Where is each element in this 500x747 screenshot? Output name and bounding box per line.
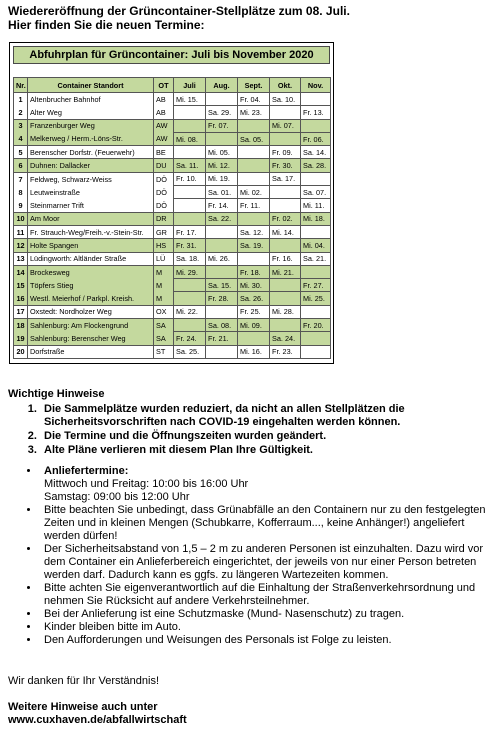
date-november: Mi. 11. (301, 199, 331, 212)
numbered-list (8, 403, 494, 457)
date-october (270, 186, 301, 199)
date-september (238, 119, 270, 132)
date-july: Fr. 10. (174, 172, 206, 185)
date-september: Mi. 30. (238, 279, 270, 292)
date-november (301, 265, 331, 278)
row-number: 19 (14, 332, 28, 345)
location-name: Am Moor (28, 212, 154, 225)
column-header: Nov. (301, 78, 331, 93)
location-name: Steinmarner Trift (28, 199, 154, 212)
date-august (206, 225, 238, 238)
location-name: Sahlenburg: Berenscher Weg (28, 332, 154, 345)
date-august: Fr. 14. (206, 199, 238, 212)
column-header: Container Standort (28, 78, 154, 93)
anlieferung-label: • Anliefertermine: (44, 465, 129, 477)
table-row (14, 252, 331, 265)
district-code: LÜ (154, 252, 174, 265)
list-item: • Den Aufforderungen und Weisungen des Personals ist Folge zu leisten. (40, 634, 494, 647)
row-number: 8 (14, 186, 28, 199)
date-november: Fr. 06. (301, 132, 331, 145)
table-row (14, 319, 331, 332)
date-august: Sa. 29. (206, 106, 238, 119)
date-october (270, 106, 301, 119)
date-september: Sa. 26. (238, 292, 270, 305)
table-row (14, 146, 331, 159)
location-name: Westl. Meierhof / Parkpl. Kreish. (28, 292, 154, 305)
intro-line-1: Wiedereröffnung der Grüncontainer-Stellplätze zum 08. Juli. (8, 4, 350, 18)
date-september: Mi. 09. (238, 319, 270, 332)
date-october (270, 279, 301, 292)
list-item: • Bei der Anlieferung ist eine Schutzmaske (Mund- Nasenschutz) zu tragen. (40, 608, 494, 621)
list-item: • Kinder bleiben bitte im Auto. (40, 621, 494, 634)
date-november: Fr. 20. (301, 319, 331, 332)
date-september: Mi. 02. (238, 186, 270, 199)
location-name: Alter Weg (28, 106, 154, 119)
list-item: 2. Die Termine und die Öffnungszeiten wurden geändert. (40, 430, 494, 443)
table-row (14, 93, 331, 106)
date-august: Mi. 05. (206, 146, 238, 159)
location-name: Fr. Strauch-Weg/Freih.-v.-Stein-Str. (28, 225, 154, 238)
date-october (270, 292, 301, 305)
district-code: SA (154, 319, 174, 332)
table-row (14, 225, 331, 238)
row-number: 4 (14, 132, 28, 145)
notes-title: Wichtige Hinweise (8, 388, 105, 400)
location-name: Leutweinstraße (28, 186, 154, 199)
date-october: Fr. 09. (270, 146, 301, 159)
location-name: Berenscher Dorfstr. (Feuerwehr) (28, 146, 154, 159)
schedule-table (13, 77, 331, 359)
date-july: Fr. 24. (174, 332, 206, 345)
date-november: Mi. 25. (301, 292, 331, 305)
date-november (301, 93, 331, 106)
district-code: AW (154, 119, 174, 132)
date-august (206, 305, 238, 318)
list-item: • Bitte achten Sie eigenverantwortlich auf die Einhaltung der Straßenverkehrsordnung und nehmen Sie Rücksicht auf andere Verkehrsteilnehmer. (40, 582, 494, 608)
district-code: GR (154, 225, 174, 238)
row-number: 16 (14, 292, 28, 305)
date-july: Mi. 29. (174, 265, 206, 278)
row-number: 9 (14, 199, 28, 212)
date-september: Sa. 12. (238, 225, 270, 238)
district-code: DÖ (154, 172, 174, 185)
column-header: Sept. (238, 78, 270, 93)
table-row (14, 305, 331, 318)
location-name: Töpfers Stieg (28, 279, 154, 292)
district-code: AB (154, 106, 174, 119)
row-number: 15 (14, 279, 28, 292)
table-row (14, 292, 331, 305)
date-october (270, 132, 301, 145)
date-november: Mi. 18. (301, 212, 331, 225)
date-september: Fr. 04. (238, 93, 270, 106)
date-september (238, 172, 270, 185)
date-july (174, 199, 206, 212)
date-september: Sa. 05. (238, 132, 270, 145)
table-row (14, 345, 331, 358)
date-november: Fr. 27. (301, 279, 331, 292)
table-row (14, 279, 331, 292)
date-november: Fr. 13. (301, 106, 331, 119)
list-item: • Der Sicherheitsabstand von 1,5 – 2 m zu anderen Personen ist einzuhalten. Dazu wird vor dem Container ein Anlieferbereich eingerichtet, der jeweils von nur einer Person betreten werden darf. Dadurch kann es ggfs. zu längeren Wartezeiten kommen. (40, 543, 494, 582)
date-october: Mi. 14. (270, 225, 301, 238)
list-item: 1. Die Sammelplätze wurden reduziert, da nicht an allen Stellplätzen die Sicherheitsvorschriften nach COVID-19 eingehalten werden können. (40, 403, 494, 429)
row-number: 13 (14, 252, 28, 265)
date-october: Mi. 28. (270, 305, 301, 318)
location-name: Franzenburger Weg (28, 119, 154, 132)
date-november (301, 332, 331, 345)
date-july: Fr. 17. (174, 225, 206, 238)
row-number: 1 (14, 93, 28, 106)
table-row (14, 265, 331, 278)
date-october (270, 199, 301, 212)
date-november (301, 119, 331, 132)
row-number: 3 (14, 119, 28, 132)
date-october: Sa. 24. (270, 332, 301, 345)
date-september (238, 159, 270, 172)
table-header-row (14, 78, 331, 93)
table-row (14, 132, 331, 145)
location-name: Lüdingworth: Altländer Straße (28, 252, 154, 265)
list-item: 3. Alte Pläne verlieren mit diesem Plan Ihre Gültigkeit. (40, 444, 494, 457)
anlieferung-item (40, 465, 494, 504)
district-code: DÖ (154, 186, 174, 199)
date-july (174, 106, 206, 119)
date-november: Sa. 07. (301, 186, 331, 199)
row-number: 2 (14, 106, 28, 119)
date-august (206, 93, 238, 106)
date-november: Sa. 14. (301, 146, 331, 159)
website-link[interactable]: www.cuxhaven.de/abfallwirtschaft (8, 714, 187, 726)
anlieferung-line-1: Mittwoch und Freitag: 10:00 bis 16:00 Uhr (44, 478, 249, 490)
table-row (14, 119, 331, 132)
date-july: Sa. 18. (174, 252, 206, 265)
date-october: Sa. 17. (270, 172, 301, 185)
row-number: 10 (14, 212, 28, 225)
date-july (174, 186, 206, 199)
district-code: OX (154, 305, 174, 318)
bullet-list (8, 465, 494, 647)
date-august: Sa. 08. (206, 319, 238, 332)
table-row (14, 212, 331, 225)
date-september (238, 146, 270, 159)
date-september (238, 332, 270, 345)
date-november (301, 305, 331, 318)
date-october: Fr. 23. (270, 345, 301, 358)
date-october: Fr. 30. (270, 159, 301, 172)
location-name: Oxstedt: Nordholzer Weg (28, 305, 154, 318)
table-row (14, 172, 331, 185)
location-name: Duhnen: Dallacker (28, 159, 154, 172)
date-august (206, 132, 238, 145)
further-info (8, 701, 187, 727)
schedule-title: Abfuhrplan für Grüncontainer: Juli bis November 2020 (13, 46, 330, 64)
row-number: 11 (14, 225, 28, 238)
date-july (174, 292, 206, 305)
date-july: Mi. 22. (174, 305, 206, 318)
row-number: 18 (14, 319, 28, 332)
date-september: Mi. 16. (238, 345, 270, 358)
date-july (174, 319, 206, 332)
table-row (14, 332, 331, 345)
location-name: Holte Spangen (28, 239, 154, 252)
date-november (301, 172, 331, 185)
table-row (14, 106, 331, 119)
date-august (206, 345, 238, 358)
date-august: Mi. 19. (206, 172, 238, 185)
date-august: Mi. 12. (206, 159, 238, 172)
district-code: AB (154, 93, 174, 106)
location-name: Brockesweg (28, 265, 154, 278)
date-october: Sa. 10. (270, 93, 301, 106)
column-header: Okt. (270, 78, 301, 93)
date-september (238, 212, 270, 225)
date-september (238, 252, 270, 265)
district-code: SA (154, 332, 174, 345)
date-october: Fr. 02. (270, 212, 301, 225)
date-september: Fr. 11. (238, 199, 270, 212)
row-number: 17 (14, 305, 28, 318)
district-code: AW (154, 132, 174, 145)
district-code: BE (154, 146, 174, 159)
district-code: HS (154, 239, 174, 252)
column-header: Juli (174, 78, 206, 93)
date-october: Mi. 07. (270, 119, 301, 132)
location-name: Dorfstraße (28, 345, 154, 358)
table-row (14, 199, 331, 212)
date-july (174, 119, 206, 132)
row-number: 12 (14, 239, 28, 252)
further-info-line: Weitere Hinweise auch unter (8, 701, 158, 713)
date-july (174, 279, 206, 292)
date-november: Sa. 21. (301, 252, 331, 265)
date-october: Mi. 21. (270, 265, 301, 278)
date-september: Mi. 23. (238, 106, 270, 119)
table-row (14, 159, 331, 172)
district-code: DÖ (154, 199, 174, 212)
date-august (206, 239, 238, 252)
table-row (14, 239, 331, 252)
date-july: Sa. 25. (174, 345, 206, 358)
date-october (270, 319, 301, 332)
column-header: Aug. (206, 78, 238, 93)
district-code: DU (154, 159, 174, 172)
date-august: Sa. 15. (206, 279, 238, 292)
district-code: ST (154, 345, 174, 358)
date-august: Mi. 26. (206, 252, 238, 265)
date-september: Fr. 25. (238, 305, 270, 318)
row-number: 7 (14, 172, 28, 185)
date-august: Sa. 01. (206, 186, 238, 199)
date-october: Fr. 16. (270, 252, 301, 265)
date-august: Fr. 28. (206, 292, 238, 305)
location-name: Altenbrucher Bahnhof (28, 93, 154, 106)
schedule-box (9, 42, 334, 364)
date-july: Mi. 15. (174, 93, 206, 106)
row-number: 14 (14, 265, 28, 278)
date-november: Sa. 28. (301, 159, 331, 172)
date-november (301, 345, 331, 358)
location-name: Melkerweg / Herm.-Löns-Str. (28, 132, 154, 145)
date-july: Fr. 31. (174, 239, 206, 252)
thanks-text: Wir danken für Ihr Verständnis! (8, 675, 160, 687)
notes-section (8, 388, 494, 647)
row-number: 6 (14, 159, 28, 172)
row-number: 5 (14, 146, 28, 159)
date-november: Mi. 04. (301, 239, 331, 252)
row-number: 20 (14, 345, 28, 358)
district-code: M (154, 279, 174, 292)
list-item: • Bitte beachten Sie unbedingt, dass Grünabfälle an den Containern nur zu den festgelegten Zeiten und in kleinen Mengen (Schubkarre, Kofferraum..., keine Anhänger!) angeliefert werden dürfen! (40, 504, 494, 543)
district-code: M (154, 265, 174, 278)
schedule-body (14, 93, 331, 359)
district-code: DR (154, 212, 174, 225)
date-september: Fr. 18. (238, 265, 270, 278)
date-july (174, 146, 206, 159)
date-october (270, 239, 301, 252)
intro-heading (8, 4, 350, 32)
date-august: Fr. 07. (206, 119, 238, 132)
anlieferung-line-2: Samstag: 09:00 bis 12:00 Uhr (44, 491, 190, 503)
column-header: Nr. (14, 78, 28, 93)
date-july (174, 212, 206, 225)
column-header: OT (154, 78, 174, 93)
location-name: Feldweg, Schwarz-Weiss (28, 172, 154, 185)
date-august: Sa. 22. (206, 212, 238, 225)
date-november (301, 225, 331, 238)
date-september: Sa. 19. (238, 239, 270, 252)
district-code: M (154, 292, 174, 305)
date-july: Sa. 11. (174, 159, 206, 172)
date-july: Mi. 08. (174, 132, 206, 145)
date-august (206, 265, 238, 278)
table-row (14, 186, 331, 199)
intro-line-2: Hier finden Sie die neuen Termine: (8, 18, 205, 32)
location-name: Sahlenburg: Am Flockengrund (28, 319, 154, 332)
date-august: Fr. 21. (206, 332, 238, 345)
